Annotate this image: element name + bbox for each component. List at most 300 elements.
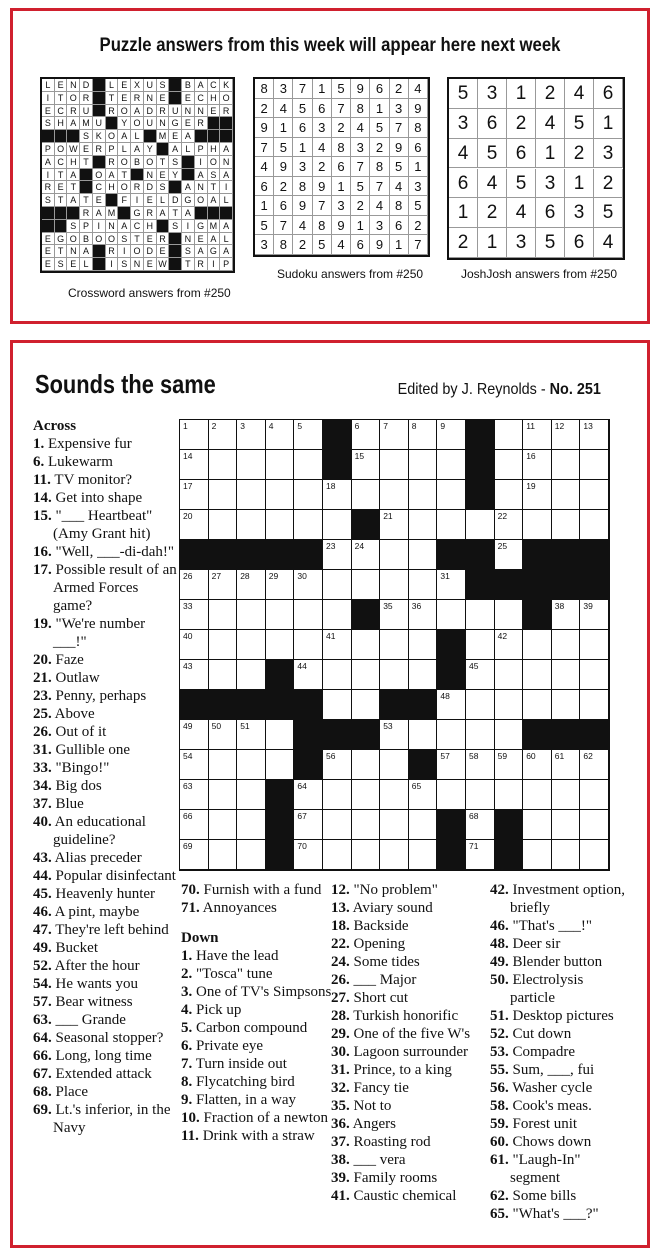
grid-square[interactable] xyxy=(552,510,581,540)
grid-square[interactable] xyxy=(580,840,609,870)
crossword-answer-cell xyxy=(93,79,106,92)
clue-item-text: Electrolysis particle xyxy=(508,972,584,1006)
grid-square[interactable] xyxy=(552,480,581,510)
grid-square[interactable] xyxy=(523,510,552,540)
grid-square[interactable] xyxy=(352,780,381,810)
clue-item xyxy=(33,921,179,939)
grid-square[interactable] xyxy=(180,780,209,810)
grid-square[interactable] xyxy=(209,780,238,810)
crossword-answer-cell: C xyxy=(208,79,221,92)
clue-item xyxy=(490,1079,630,1097)
grid-square[interactable] xyxy=(580,810,609,840)
grid-square[interactable] xyxy=(266,420,295,450)
clue-number: 7 xyxy=(383,421,388,431)
grid-square[interactable] xyxy=(180,450,209,480)
grid-square[interactable] xyxy=(409,780,438,810)
grid-square[interactable] xyxy=(323,690,352,720)
crossword-answer-cell: G xyxy=(195,220,208,233)
grid-square[interactable] xyxy=(180,720,209,750)
clue-item xyxy=(33,1047,179,1065)
clue-item-text: Faze xyxy=(51,652,84,668)
sudoku-answer-cell: 1 xyxy=(409,157,428,177)
clue-item-text: They're left behind xyxy=(51,922,169,938)
black-square xyxy=(180,540,209,570)
grid-square[interactable] xyxy=(580,450,609,480)
grid-square[interactable] xyxy=(523,810,552,840)
grid-square[interactable] xyxy=(409,570,438,600)
crossword-answer-cell: D xyxy=(169,194,182,207)
clue-item-text: Turn inside out xyxy=(192,1056,287,1072)
grid-square[interactable] xyxy=(294,420,323,450)
grid-square[interactable] xyxy=(323,480,352,510)
clue-item-number: 37. xyxy=(331,1134,350,1150)
grid-square[interactable] xyxy=(523,750,552,780)
crossword-answer-cell xyxy=(157,220,170,233)
grid-square[interactable] xyxy=(237,600,266,630)
grid-square[interactable] xyxy=(180,570,209,600)
grid-square[interactable] xyxy=(523,840,552,870)
crossword-answer-cell: I xyxy=(220,181,233,194)
clue-item-text: Backside xyxy=(349,918,409,934)
clue-number: 51 xyxy=(240,721,250,731)
grid-square[interactable] xyxy=(352,480,381,510)
grid-square[interactable] xyxy=(580,660,609,690)
grid-square[interactable] xyxy=(495,630,524,660)
grid-square[interactable] xyxy=(466,720,495,750)
grid-square[interactable] xyxy=(409,540,438,570)
grid-square[interactable] xyxy=(552,600,581,630)
grid-square[interactable] xyxy=(294,450,323,480)
crossword-answer-cell: R xyxy=(131,92,144,105)
sudoku-answer-cell: 6 xyxy=(409,138,428,158)
grid-square[interactable] xyxy=(409,480,438,510)
clue-number: 17 xyxy=(183,481,193,491)
grid-square[interactable] xyxy=(495,720,524,750)
crossword-answer-cell: H xyxy=(67,156,80,169)
grid-square[interactable] xyxy=(294,810,323,840)
grid-square[interactable] xyxy=(437,420,466,450)
clue-number: 1 xyxy=(183,421,188,431)
grid-square[interactable] xyxy=(523,480,552,510)
grid-square[interactable] xyxy=(323,630,352,660)
grid-square[interactable] xyxy=(523,630,552,660)
grid-square[interactable] xyxy=(209,720,238,750)
sudoku-answer-cell: 6 xyxy=(370,79,389,99)
grid-square[interactable] xyxy=(294,600,323,630)
answers-panel xyxy=(10,8,650,324)
crossword-answer-cell: L xyxy=(220,194,233,207)
clue-item xyxy=(331,989,496,1007)
grid-square[interactable] xyxy=(266,510,295,540)
sudoku-answer-cell: 9 xyxy=(390,138,409,158)
grid-square[interactable] xyxy=(180,420,209,450)
grid-square[interactable] xyxy=(323,600,352,630)
crossword-answer-cell: A xyxy=(182,207,195,220)
grid-square[interactable] xyxy=(352,840,381,870)
crossword-answer-cell: P xyxy=(80,220,93,233)
grid-square[interactable] xyxy=(180,810,209,840)
grid-square[interactable] xyxy=(323,660,352,690)
grid-square[interactable] xyxy=(552,810,581,840)
clue-item-text: Washer cycle xyxy=(508,1080,593,1096)
grid-square[interactable] xyxy=(323,840,352,870)
clue-number: 8 xyxy=(411,421,417,431)
editor-credit xyxy=(398,381,601,399)
grid-square[interactable] xyxy=(323,810,352,840)
clue-item-text: Fancy tie xyxy=(349,1080,409,1096)
grid-square[interactable] xyxy=(209,600,238,630)
grid-square[interactable] xyxy=(266,720,295,750)
sudoku-answer-cell: 2 xyxy=(293,235,312,255)
grid-square[interactable] xyxy=(294,510,323,540)
grid-square[interactable] xyxy=(294,840,323,870)
crossword-answer-cell: H xyxy=(55,117,68,130)
crossword-answer-cell: E xyxy=(93,194,106,207)
joshjosh-answer-cell: 1 xyxy=(478,228,507,258)
grid-square[interactable] xyxy=(209,660,238,690)
sudoku-answer-cell: 8 xyxy=(370,157,389,177)
grid-square[interactable] xyxy=(209,510,238,540)
clue-item-text: Turkish honorific xyxy=(349,1008,459,1024)
sudoku-answer-cell: 2 xyxy=(351,196,370,216)
grid-square[interactable] xyxy=(580,600,609,630)
grid-square[interactable] xyxy=(266,570,295,600)
crossword-answer-cell: N xyxy=(157,117,170,130)
crossword-answer-cell: R xyxy=(195,117,208,130)
crossword-answer-cell: T xyxy=(55,194,68,207)
clue-item-number: 46. xyxy=(490,918,509,934)
clue-item-number: 15. xyxy=(33,508,52,524)
clue-item-number: 26. xyxy=(33,724,52,740)
clue-item-text: One of the five W's xyxy=(349,1026,471,1042)
grid-square[interactable] xyxy=(580,420,609,450)
grid-square[interactable] xyxy=(294,570,323,600)
clue-column-1 xyxy=(33,417,179,1137)
grid-square[interactable] xyxy=(380,810,409,840)
grid-square[interactable] xyxy=(352,570,381,600)
grid-square[interactable] xyxy=(466,600,495,630)
grid-square[interactable] xyxy=(237,660,266,690)
grid-square[interactable] xyxy=(466,840,495,870)
grid-square[interactable] xyxy=(237,480,266,510)
crossword-answer-cell: E xyxy=(169,130,182,143)
grid-square[interactable] xyxy=(466,750,495,780)
crossword-answer-cell xyxy=(55,130,68,143)
sudoku-answer-cell: 2 xyxy=(255,99,274,119)
grid-square[interactable] xyxy=(552,690,581,720)
grid-square[interactable] xyxy=(209,630,238,660)
sudoku-answer-cell: 8 xyxy=(351,99,370,119)
grid-square[interactable] xyxy=(437,750,466,780)
grid-square[interactable] xyxy=(352,540,381,570)
grid-square[interactable] xyxy=(523,780,552,810)
grid-square[interactable] xyxy=(266,480,295,510)
sudoku-answer-cell: 7 xyxy=(332,99,351,119)
crossword-answer-cell: O xyxy=(144,156,157,169)
clue-item xyxy=(181,899,333,917)
crossword-answers-caption: Crossword answers from #250 xyxy=(68,286,231,300)
grid-square[interactable] xyxy=(380,540,409,570)
crossword-answer-cell: E xyxy=(42,105,55,118)
clue-item xyxy=(33,705,179,723)
clue-number: 38 xyxy=(554,601,565,611)
grid-square[interactable] xyxy=(294,780,323,810)
grid-square[interactable] xyxy=(437,600,466,630)
grid-square[interactable] xyxy=(352,750,381,780)
grid-square[interactable] xyxy=(580,780,609,810)
grid-square[interactable] xyxy=(352,630,381,660)
grid-square[interactable] xyxy=(352,450,381,480)
grid-square[interactable] xyxy=(266,750,295,780)
grid-square[interactable] xyxy=(495,420,524,450)
grid-square[interactable] xyxy=(209,810,238,840)
grid-square[interactable] xyxy=(409,630,438,660)
grid-square[interactable] xyxy=(294,480,323,510)
grid-square[interactable] xyxy=(580,510,609,540)
crossword-answer-cell xyxy=(169,245,182,258)
grid-square[interactable] xyxy=(180,630,209,660)
grid-square[interactable] xyxy=(466,690,495,720)
sudoku-answer-cell: 5 xyxy=(332,79,351,99)
grid-square[interactable] xyxy=(409,840,438,870)
clue-number: 66 xyxy=(183,811,193,821)
clue-item xyxy=(490,953,630,971)
grid-square[interactable] xyxy=(380,660,409,690)
crossword-answer-cell: L xyxy=(106,79,119,92)
grid-square[interactable] xyxy=(380,720,409,750)
clue-item xyxy=(331,1133,496,1151)
crossword-answer-cell: H xyxy=(144,220,157,233)
grid-square[interactable] xyxy=(437,780,466,810)
grid-square[interactable] xyxy=(523,450,552,480)
grid-square[interactable] xyxy=(552,420,581,450)
crossword-answer-cell: A xyxy=(220,169,233,182)
grid-square[interactable] xyxy=(237,780,266,810)
grid-square[interactable] xyxy=(466,780,495,810)
clue-item xyxy=(331,881,496,899)
grid-square[interactable] xyxy=(237,750,266,780)
grid-square[interactable] xyxy=(294,660,323,690)
black-square xyxy=(466,540,495,570)
grid-square[interactable] xyxy=(237,570,266,600)
clue-item xyxy=(490,1133,630,1151)
crossword-answer-cell: S xyxy=(157,181,170,194)
grid-square[interactable] xyxy=(380,570,409,600)
clue-number: 15 xyxy=(354,451,365,461)
crossword-answer-cell: E xyxy=(144,233,157,246)
grid-square[interactable] xyxy=(495,780,524,810)
black-square xyxy=(266,660,295,690)
crossword-answer-cell: R xyxy=(106,156,119,169)
clue-number: 13 xyxy=(583,421,593,431)
grid-square[interactable] xyxy=(380,600,409,630)
grid-square[interactable] xyxy=(437,480,466,510)
grid-square[interactable] xyxy=(323,510,352,540)
grid-square[interactable] xyxy=(466,660,495,690)
grid-square[interactable] xyxy=(380,750,409,780)
grid-square[interactable] xyxy=(495,450,524,480)
grid-square[interactable] xyxy=(352,660,381,690)
grid-square[interactable] xyxy=(495,510,524,540)
crossword-answer-cell: A xyxy=(220,143,233,156)
grid-square[interactable] xyxy=(523,690,552,720)
grid-square[interactable] xyxy=(552,450,581,480)
clue-item-text: Seasonal stopper? xyxy=(51,1030,164,1046)
crossword-answer-cell: R xyxy=(80,207,93,220)
grid-square[interactable] xyxy=(495,750,524,780)
grid-square[interactable] xyxy=(180,510,209,540)
grid-square[interactable] xyxy=(323,570,352,600)
crossword-answer-cell: R xyxy=(93,143,106,156)
clue-item-text: "___ Heartbeat" (Amy Grant hit) xyxy=(51,508,153,542)
joshjosh-answer-cell: 5 xyxy=(565,109,594,139)
crossword-answer-cell xyxy=(169,258,182,271)
grid-square[interactable] xyxy=(237,450,266,480)
grid-square[interactable] xyxy=(580,750,609,780)
sudoku-answer-cell: 5 xyxy=(351,177,370,197)
crossword-answer-cell xyxy=(169,79,182,92)
grid-square[interactable] xyxy=(237,720,266,750)
grid-square[interactable] xyxy=(209,420,238,450)
grid-square[interactable] xyxy=(437,720,466,750)
grid-square[interactable] xyxy=(523,420,552,450)
grid-square[interactable] xyxy=(209,840,238,870)
grid-square[interactable] xyxy=(380,630,409,660)
grid-square[interactable] xyxy=(409,810,438,840)
clue-item-text: Aviary sound xyxy=(349,900,433,916)
grid-square[interactable] xyxy=(209,450,238,480)
crossword-answer-cell: E xyxy=(195,233,208,246)
sudoku-answer-cell: 1 xyxy=(255,196,274,216)
grid-square[interactable] xyxy=(380,840,409,870)
grid-square[interactable] xyxy=(409,600,438,630)
grid-square[interactable] xyxy=(237,630,266,660)
grid-square[interactable] xyxy=(209,570,238,600)
clue-item-number: 68. xyxy=(33,1084,52,1100)
crossword-answer-cell: N xyxy=(131,258,144,271)
grid-square[interactable] xyxy=(323,780,352,810)
grid-square[interactable] xyxy=(380,450,409,480)
grid-square[interactable] xyxy=(495,660,524,690)
joshjosh-answer-cell: 4 xyxy=(478,169,507,199)
grid-square[interactable] xyxy=(580,690,609,720)
puzzle-number: No. 251 xyxy=(549,381,601,398)
grid-square[interactable] xyxy=(409,660,438,690)
grid-square[interactable] xyxy=(495,600,524,630)
sudoku-answer-cell: 8 xyxy=(274,235,293,255)
grid-square[interactable] xyxy=(237,510,266,540)
sudoku-answer-cell: 7 xyxy=(274,216,293,236)
grid-square[interactable] xyxy=(437,690,466,720)
sudoku-answer-cell: 8 xyxy=(409,118,428,138)
grid-square[interactable] xyxy=(495,480,524,510)
grid-square[interactable] xyxy=(209,480,238,510)
grid-square[interactable] xyxy=(323,540,352,570)
grid-square[interactable] xyxy=(580,630,609,660)
grid-square[interactable] xyxy=(266,630,295,660)
grid-square[interactable] xyxy=(409,450,438,480)
grid-square[interactable] xyxy=(523,660,552,690)
clue-item-text: "What's ___?" xyxy=(508,1206,599,1222)
down-heading: Down xyxy=(181,930,219,946)
grid-square[interactable] xyxy=(437,450,466,480)
grid-square[interactable] xyxy=(466,510,495,540)
grid-square[interactable] xyxy=(409,720,438,750)
grid-square[interactable] xyxy=(237,810,266,840)
grid-square[interactable] xyxy=(380,510,409,540)
grid-square[interactable] xyxy=(495,540,524,570)
grid-square[interactable] xyxy=(466,630,495,660)
grid-square[interactable] xyxy=(352,420,381,450)
grid-square[interactable] xyxy=(352,810,381,840)
grid-square[interactable] xyxy=(237,840,266,870)
crossword-answer-cell: A xyxy=(67,117,80,130)
clue-item-text: Flatten, in a way xyxy=(192,1092,296,1108)
grid-square[interactable] xyxy=(495,690,524,720)
sudoku-answer-cell: 3 xyxy=(293,157,312,177)
grid-square[interactable] xyxy=(466,810,495,840)
grid-square[interactable] xyxy=(380,420,409,450)
grid-square[interactable] xyxy=(266,600,295,630)
crossword-answer-cell: T xyxy=(182,258,195,271)
grid-square[interactable] xyxy=(552,780,581,810)
clue-item-number: 50. xyxy=(490,972,509,988)
grid-square[interactable] xyxy=(552,750,581,780)
sudoku-answer-cell: 3 xyxy=(351,138,370,158)
editor-name: Edited by J. Reynolds - xyxy=(397,381,550,398)
clue-item xyxy=(181,1073,333,1091)
grid-square[interactable] xyxy=(437,570,466,600)
sudoku-answer-cell: 4 xyxy=(274,99,293,119)
crossword-answer-cell: O xyxy=(131,245,144,258)
grid-square[interactable] xyxy=(409,510,438,540)
sudoku-answer-cell: 5 xyxy=(313,235,332,255)
grid-square[interactable] xyxy=(380,780,409,810)
grid-square[interactable] xyxy=(552,840,581,870)
black-square xyxy=(266,540,295,570)
grid-square[interactable] xyxy=(380,480,409,510)
grid-square[interactable] xyxy=(580,480,609,510)
grid-square[interactable] xyxy=(180,840,209,870)
crossword-answer-cell xyxy=(93,245,106,258)
crossword-answer-cell: M xyxy=(106,207,119,220)
crossword-answer-cell: A xyxy=(220,245,233,258)
grid-square[interactable] xyxy=(352,690,381,720)
crossword-answer-cell: A xyxy=(80,245,93,258)
grid-square[interactable] xyxy=(237,420,266,450)
grid-square[interactable] xyxy=(266,450,295,480)
grid-square[interactable] xyxy=(180,750,209,780)
grid-square[interactable] xyxy=(180,660,209,690)
grid-square[interactable] xyxy=(294,630,323,660)
grid-square[interactable] xyxy=(437,510,466,540)
clue-number: 44 xyxy=(297,661,307,671)
grid-square[interactable] xyxy=(552,660,581,690)
grid-square[interactable] xyxy=(209,750,238,780)
crossword-answer-cell: R xyxy=(220,105,233,118)
clue-item-text: Long, long time xyxy=(51,1048,152,1064)
grid-square[interactable] xyxy=(180,600,209,630)
grid-square[interactable] xyxy=(180,480,209,510)
clue-item xyxy=(331,1043,496,1061)
clue-number: 24 xyxy=(354,541,365,551)
joshjosh-answer-cell: 5 xyxy=(594,198,623,228)
sudoku-answer-cell: 2 xyxy=(370,138,389,158)
grid-square[interactable] xyxy=(552,630,581,660)
clue-number: 6 xyxy=(354,421,360,431)
grid-square[interactable] xyxy=(323,750,352,780)
grid-square[interactable] xyxy=(409,420,438,450)
